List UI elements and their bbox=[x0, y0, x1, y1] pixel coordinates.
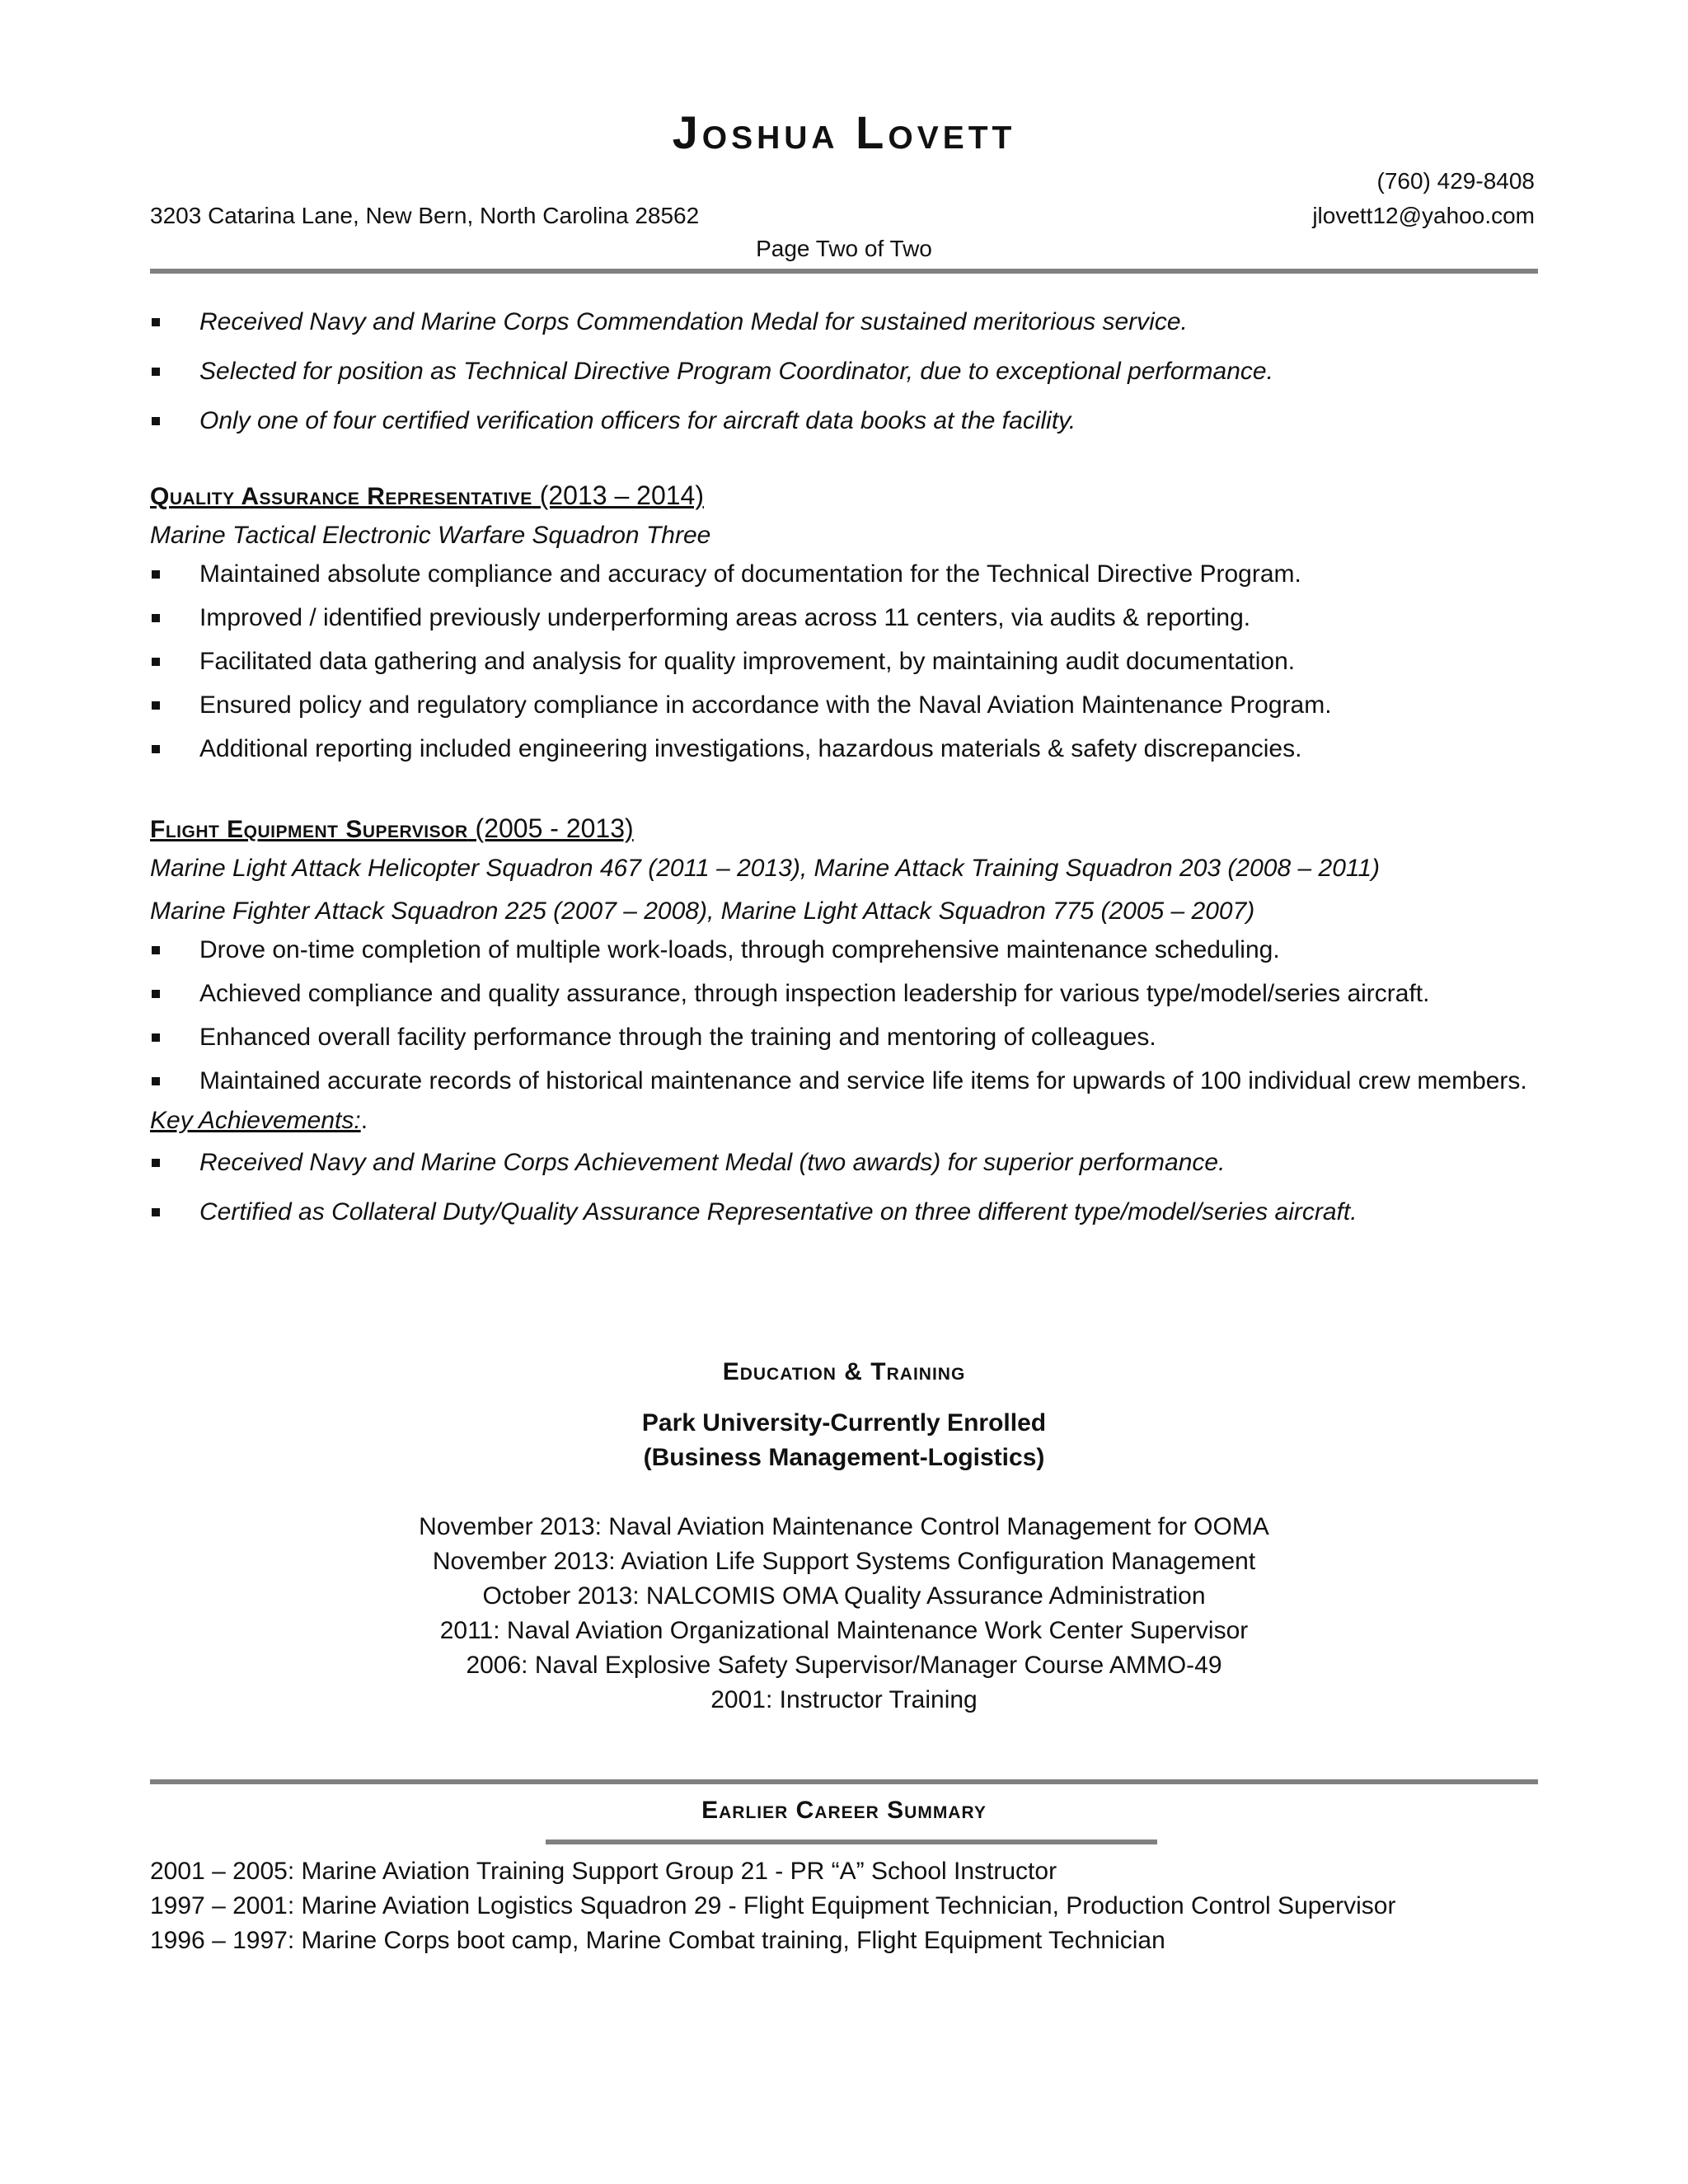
list-item: Received Navy and Marine Corps Commendation Medal for sustained meritorious service. bbox=[150, 305, 1543, 340]
school-name: Park University-Currently Enrolled bbox=[641, 1409, 1047, 1436]
list-item: Achieved compliance and quality assurance, through inspection leadership for various type/model/series aircraft. bbox=[150, 977, 1543, 1011]
qa-job-section bbox=[150, 478, 1543, 776]
list-item: Drove on-time completion of multiple work-loads, through comprehensive maintenance scheduling. bbox=[150, 933, 1543, 968]
job-duties bbox=[150, 557, 1543, 766]
list-item: Ensured policy and regulatory compliance in accordance with the Naval Aviation Maintenance Program. bbox=[150, 688, 1543, 723]
key-achievements-list bbox=[150, 1146, 1543, 1230]
header-divider bbox=[150, 269, 1538, 274]
list-item: Enhanced overall facility performance through the training and mentoring of colleagues. bbox=[150, 1020, 1543, 1055]
list-item: Facilitated data gathering and analysis for quality improvement, by maintaining audit documentation. bbox=[150, 644, 1543, 679]
list-item: Only one of four certified verification officers for aircraft data books at the facility. bbox=[150, 404, 1543, 438]
street-address: 3203 Catarina Lane, New Bern, North Carolina 28562 bbox=[150, 203, 700, 228]
earlier-career-heading: Earlier Career Summary bbox=[701, 1797, 987, 1824]
list-item: Additional reporting included engineering investigations, hazardous materials & safety discrepancies. bbox=[150, 732, 1543, 766]
list-item: 2011: Naval Aviation Organizational Maintenance Work Center Supervisor bbox=[439, 1617, 1249, 1644]
list-item: Certified as Collateral Duty/Quality Assurance Representative on three different type/model/series aircraft. bbox=[150, 1195, 1543, 1230]
list-item: Maintained accurate records of historical maintenance and service life items for upwards of 100 individual crew members. bbox=[150, 1064, 1543, 1099]
key-achievements-suffix: . bbox=[360, 1107, 368, 1134]
education-school bbox=[0, 1406, 1688, 1475]
job-title-text: Quality Assurance Representative bbox=[150, 483, 532, 510]
job-title bbox=[150, 811, 1543, 847]
job-title-text: Flight Equipment Supervisor bbox=[150, 816, 468, 843]
key-achievements-heading bbox=[150, 1101, 1543, 1141]
candidate-name: Joshua Lovett bbox=[672, 106, 1016, 158]
heading-underline bbox=[546, 1840, 1157, 1844]
list-item: November 2013: Aviation Life Support Systems Configuration Management bbox=[432, 1548, 1256, 1575]
education-heading: Education & Training bbox=[722, 1358, 966, 1385]
job-unit: Marine Tactical Electronic Warfare Squadron Three bbox=[150, 522, 711, 549]
school-program: (Business Management-Logistics) bbox=[643, 1444, 1045, 1471]
list-item: November 2013: Naval Aviation Maintenance Control Management for OOMA bbox=[419, 1513, 1269, 1540]
section-divider bbox=[150, 1779, 1538, 1784]
job-title bbox=[150, 478, 1543, 514]
list-item: 2001: Instructor Training bbox=[710, 1686, 978, 1713]
job-unit: Marine Light Attack Helicopter Squadron 467 (2011 – 2013), Marine Attack Training Squadron 203 (2008 – 2011) bbox=[150, 855, 1381, 882]
job-duties bbox=[150, 933, 1543, 1099]
phone-number: (760) 429-8408 bbox=[1376, 168, 1535, 194]
list-item: 1996 – 1997: Marine Corps boot camp, Marine Combat training, Flight Equipment Technician bbox=[150, 1927, 1165, 1954]
list-item: Received Navy and Marine Corps Achievement Medal (two awards) for superior performance. bbox=[150, 1146, 1543, 1180]
list-item: Selected for position as Technical Directive Program Coordinator, due to exceptional performance. bbox=[150, 354, 1543, 389]
earlier-career-list bbox=[150, 1854, 1395, 1958]
page-number: Page Two of Two bbox=[756, 236, 932, 261]
list-item: 2001 – 2005: Marine Aviation Training Support Group 21 - PR “A” School Instructor bbox=[150, 1858, 1057, 1885]
list-item: Maintained absolute compliance and accuracy of documentation for the Technical Directive Program. bbox=[150, 557, 1543, 592]
previous-job-achievements bbox=[150, 305, 1543, 453]
key-achievements-label: Key Achievements: bbox=[150, 1107, 361, 1134]
list-item: 2006: Naval Explosive Safety Supervisor/Manager Course AMMO-49 bbox=[466, 1652, 1222, 1679]
fes-job-section bbox=[150, 811, 1543, 1244]
list-item: 1997 – 2001: Marine Aviation Logistics Squadron 29 - Flight Equipment Technician, Production Control Supervisor bbox=[150, 1892, 1396, 1919]
job-dates: (2013 – 2014) bbox=[532, 480, 704, 510]
list-item: October 2013: NALCOMIS OMA Quality Assurance Administration bbox=[482, 1582, 1206, 1610]
training-list bbox=[0, 1510, 1688, 1718]
email-address: jlovett12@yahoo.com bbox=[1312, 203, 1535, 228]
job-unit: Marine Fighter Attack Squadron 225 (2007 – 2008), Marine Light Attack Squadron 775 (2005 – 2007) bbox=[150, 898, 1255, 925]
list-item: Improved / identified previously underperforming areas across 11 centers, via audits & reporting. bbox=[150, 601, 1543, 635]
job-dates: (2005 - 2013) bbox=[467, 813, 634, 843]
